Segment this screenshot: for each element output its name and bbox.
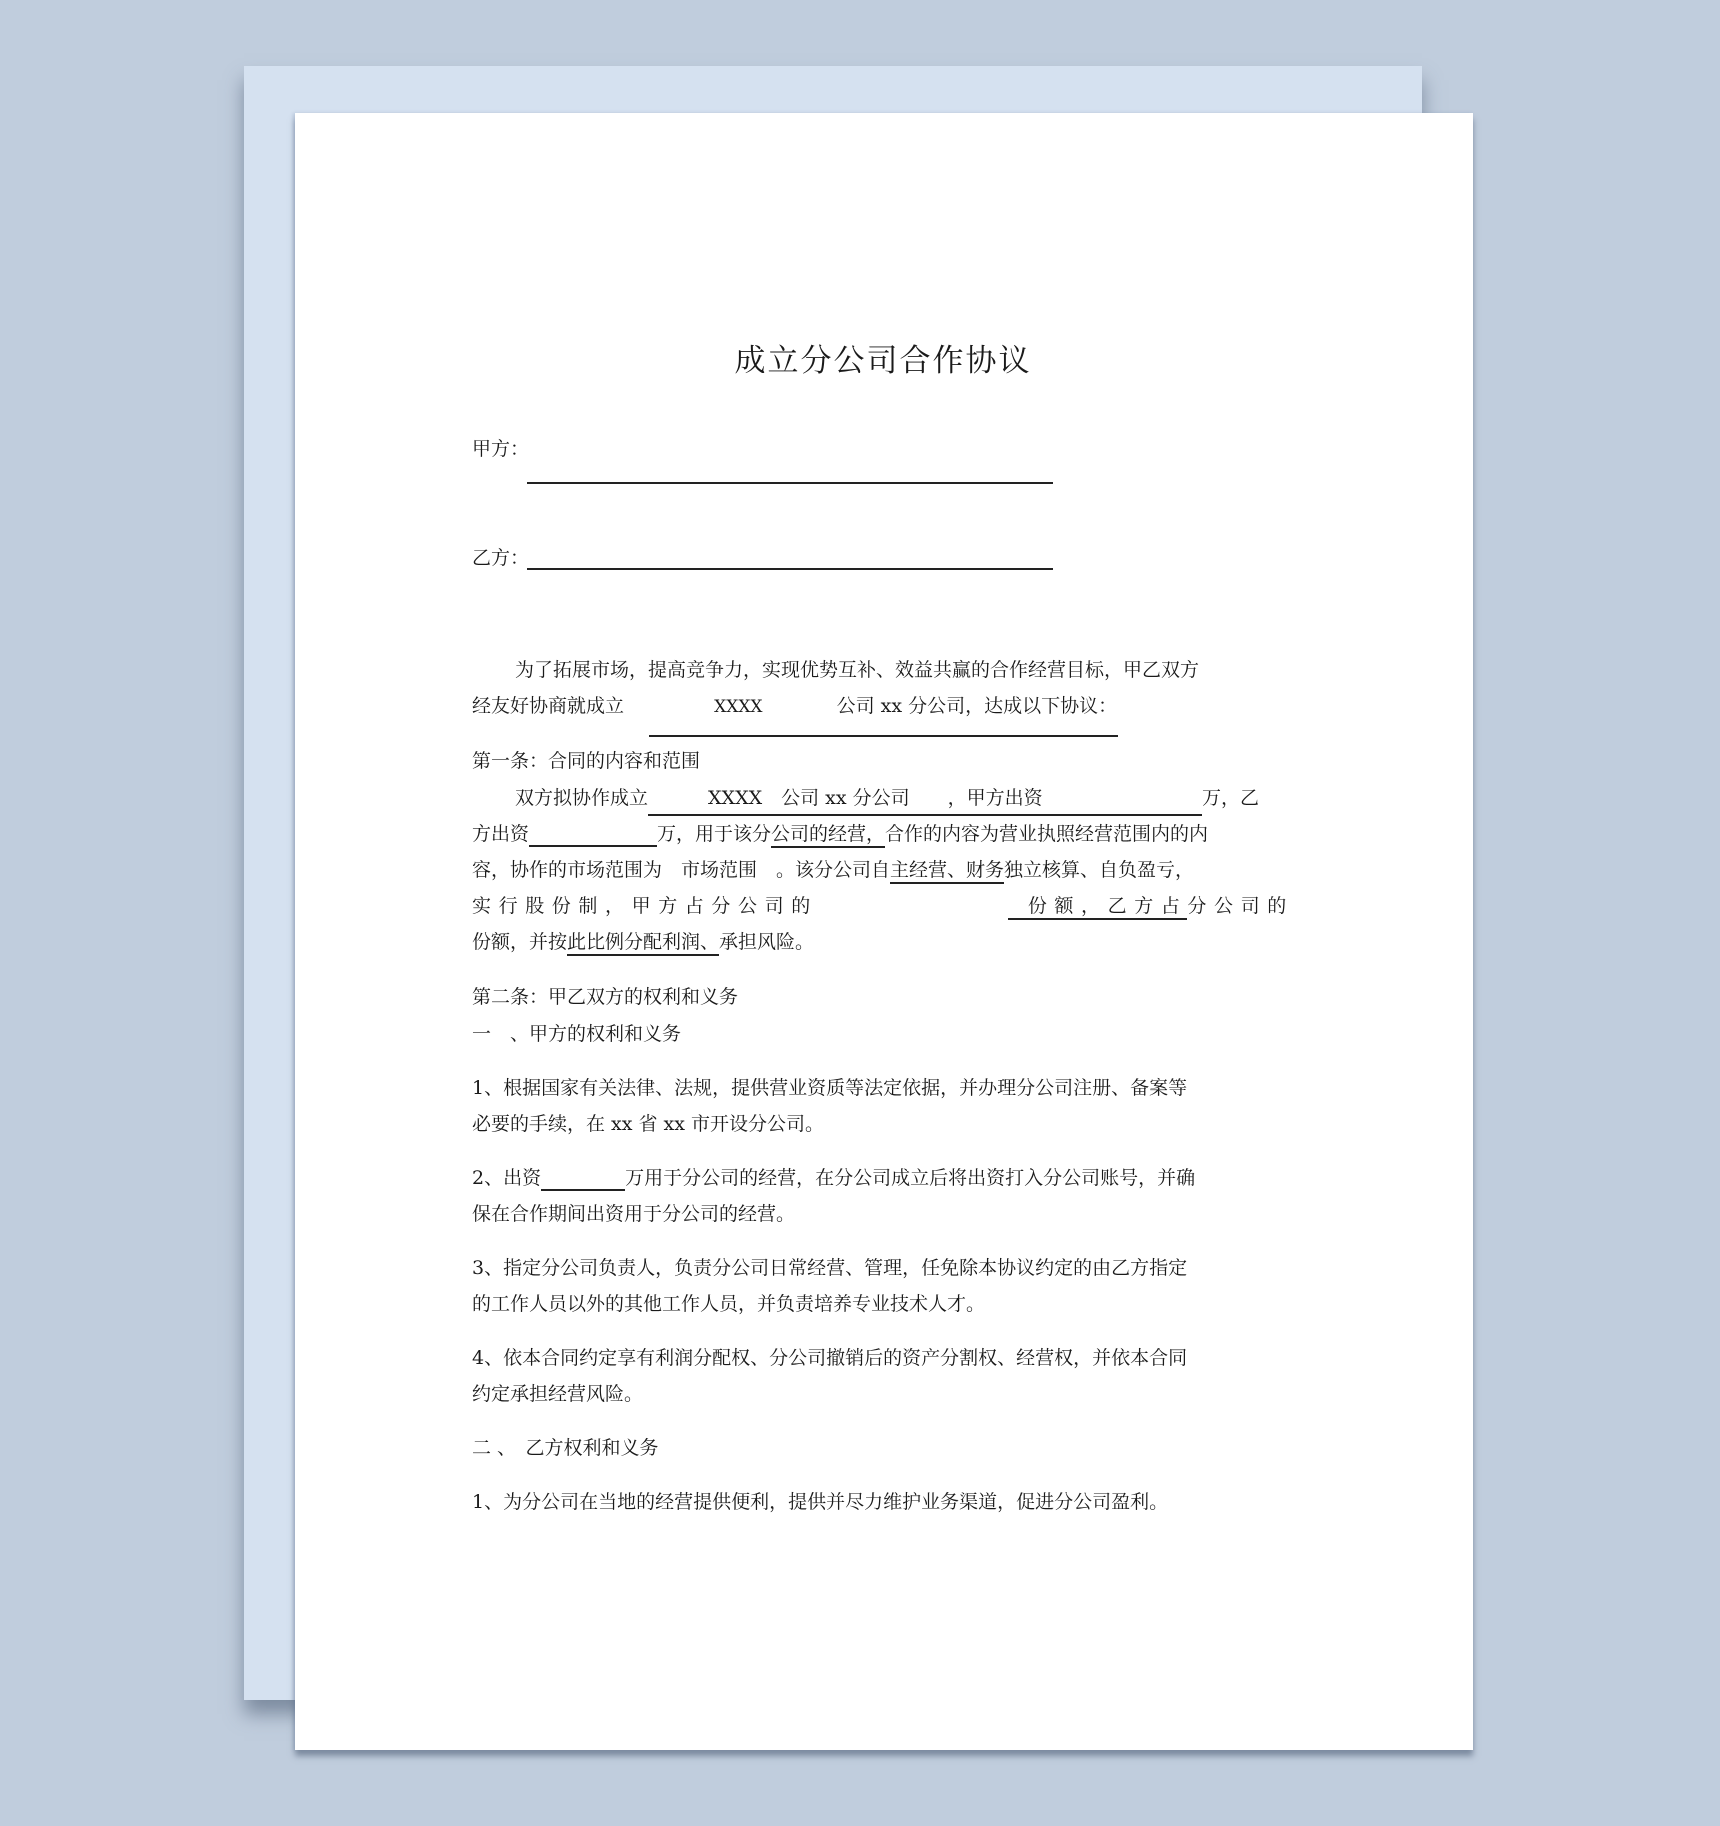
party-a-item-2-line-2: 保在合作期间出资用于分公司的经营。	[472, 1203, 796, 1225]
investment-amount-blank[interactable]	[541, 1160, 625, 1191]
intro-line-2-prefix: 经友好协商就成立	[472, 695, 625, 717]
party-a-item-1-line-1: 1、根据国家有关法律、法规，提供营业资质等法定依据，并办理分公司注册、备案等	[472, 1077, 1188, 1099]
party-a-item-3-line-1: 3、指定分公司负责人，负责分公司日常经营、管理，任免除本协议约定的由乙方指定	[472, 1257, 1188, 1279]
party-a-item-3-line-2: 的工作人员以外的其他工作人员，并负责培养专业技术人才。	[472, 1293, 986, 1315]
intro-line-2	[472, 688, 1294, 724]
party-b-label: 乙方：	[472, 547, 530, 569]
party-a-blank-line[interactable]	[527, 482, 1053, 484]
party-a-item-4-line-2: 约定承担经营风险。	[472, 1383, 644, 1405]
share-ratio-blank[interactable]: 份额，乙方占	[1008, 895, 1188, 920]
party-a-item-1-line-2: 必要的手续，在 xx 省 xx 市开设分公司。	[472, 1113, 825, 1135]
article-2-heading: 第二条：甲乙双方的权利和义务	[472, 986, 739, 1008]
article-1-heading: 第一条：合同的内容和范围	[472, 750, 701, 772]
party-b-item-1-line-1: 1、为分公司在当地的经营提供便利，提供并尽力维护业务渠道，促进分公司盈利。	[472, 1491, 1169, 1513]
intro-company-name: XXXX	[714, 697, 763, 717]
party-a-item-2-line-1: 2、出资 万用于分公司的经营，在分公司成立后将出资打入分公司账号，并确	[472, 1160, 1294, 1196]
party-b-rights-heading: 二 、 乙方权利和义务	[472, 1437, 659, 1459]
party-a-item-4-line-1: 4、依本合同约定享有利润分配权、分公司撤销后的资产分割权、经营权，并依本合同	[472, 1347, 1188, 1369]
article-1-line-3: 容，协作的市场范围为 市场范围 。该分公司自主经营、财务独立核算、自负盈亏，	[472, 852, 1294, 888]
article-1-line-4: 实行股份制，甲方占分公司的 份额，乙方占分公司的	[472, 888, 1294, 924]
intro-line-2-suffix: 公司 xx 分公司，达成以下协议：	[836, 695, 1118, 717]
intro-line-1: 为了拓展市场，提高竞争力，实现优势互补、效益共赢的合作经营目标，甲乙双方	[515, 659, 1200, 681]
party-a-label: 甲方：	[472, 438, 530, 460]
company-investment-blank[interactable]: XXXX 公司 xx 分公司 ，甲方出资	[648, 783, 1202, 816]
party-a-rights-heading: 一 、甲方的权利和义务	[472, 1023, 682, 1045]
document-title: 成立分公司合作协议	[734, 343, 1032, 379]
intro-company-blank-line[interactable]	[649, 735, 1118, 737]
article-1-line-2: 方出资 万，用于该分公司的经营，合作的内容为营业执照经营范围内的内	[472, 816, 1294, 852]
document-page	[295, 113, 1473, 1750]
article-1-line-1: 双方拟协作成立 XXXX 公司 xx 分公司 ，甲方出资 万，乙	[472, 780, 1294, 816]
party-b-investment-blank[interactable]	[529, 816, 657, 847]
party-b-blank-line[interactable]	[527, 568, 1053, 570]
article-1-line-5: 份额，并按此比例分配利润、承担风险。	[472, 924, 1294, 960]
